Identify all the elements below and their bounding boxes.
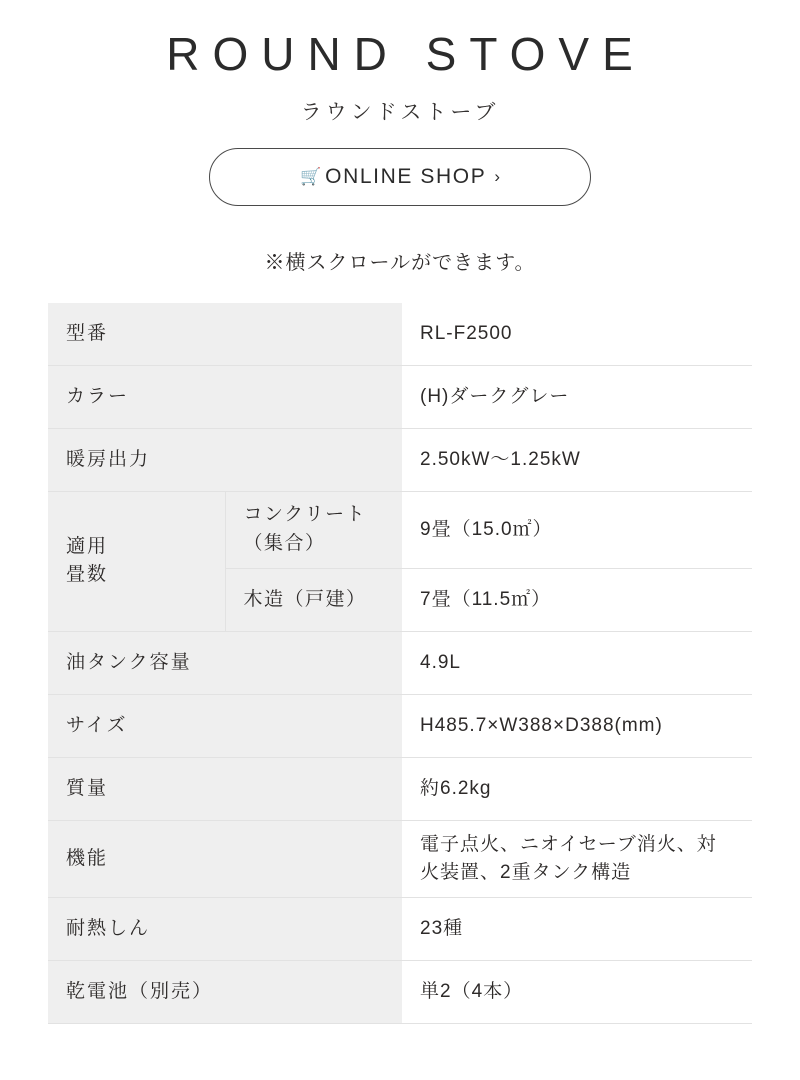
chevron-right-icon: › xyxy=(494,166,500,186)
table-row xyxy=(48,631,752,694)
row-label: 耐熱しん xyxy=(48,897,402,960)
shop-button-wrap xyxy=(0,148,800,206)
row-value: 23種 xyxy=(402,897,752,960)
row-value: 単2（4本） xyxy=(402,960,752,1023)
row-label: サイズ xyxy=(48,694,402,757)
row-label-merged xyxy=(48,491,225,631)
row-value: 9畳（15.0㎡） xyxy=(402,491,752,568)
row-value: RL-F2500 xyxy=(402,303,752,366)
row-sub-label-line1: コンクリート xyxy=(243,504,367,525)
table-row xyxy=(48,960,752,1023)
table-row xyxy=(48,491,752,568)
title-block xyxy=(0,0,800,126)
table-row xyxy=(48,428,752,491)
page-title: ROUND STOVE xyxy=(166,28,646,80)
row-value: 電子点火、ニオイセーブ消火、対火装置、2重タンク構造 xyxy=(402,820,752,897)
online-shop-label: ONLINE SHOP xyxy=(325,164,487,188)
row-label: 質量 xyxy=(48,757,402,820)
row-value: 約6.2kg xyxy=(402,757,752,820)
row-value: 2.50kW〜1.25kW xyxy=(402,428,752,491)
row-label: 乾電池（別売） xyxy=(48,960,402,1023)
row-value: H485.7×W388×D388(mm) xyxy=(402,694,752,757)
row-label: 機能 xyxy=(48,820,402,897)
scroll-note: ※横スクロールができます。 xyxy=(264,251,536,274)
table-row xyxy=(48,694,752,757)
row-label: 型番 xyxy=(48,303,402,366)
row-label: 油タンク容量 xyxy=(48,631,402,694)
row-sub-label xyxy=(225,491,402,568)
row-label-line2: 畳数 xyxy=(66,564,109,585)
row-label: 暖房出力 xyxy=(48,428,402,491)
spec-table-wrap[interactable] xyxy=(0,303,800,1024)
cart-icon: 🛒 xyxy=(300,167,322,186)
online-shop-button[interactable] xyxy=(209,148,591,206)
row-sub-label: 木造（戸建） xyxy=(225,568,402,631)
table-row xyxy=(48,303,752,366)
row-sub-label-line2: （集合） xyxy=(243,532,326,554)
table-row xyxy=(48,757,752,820)
page-subtitle: ラウンドストーブ xyxy=(300,100,500,124)
row-value: (H)ダークグレー xyxy=(402,365,752,428)
row-label-line1: 適用 xyxy=(66,536,109,558)
spec-table xyxy=(48,303,752,1024)
row-value: 4.9L xyxy=(402,631,752,694)
table-row xyxy=(48,820,752,897)
row-label: カラー xyxy=(48,365,402,428)
row-value: 7畳（11.5㎡） xyxy=(402,568,752,631)
table-row xyxy=(48,365,752,428)
table-row xyxy=(48,897,752,960)
